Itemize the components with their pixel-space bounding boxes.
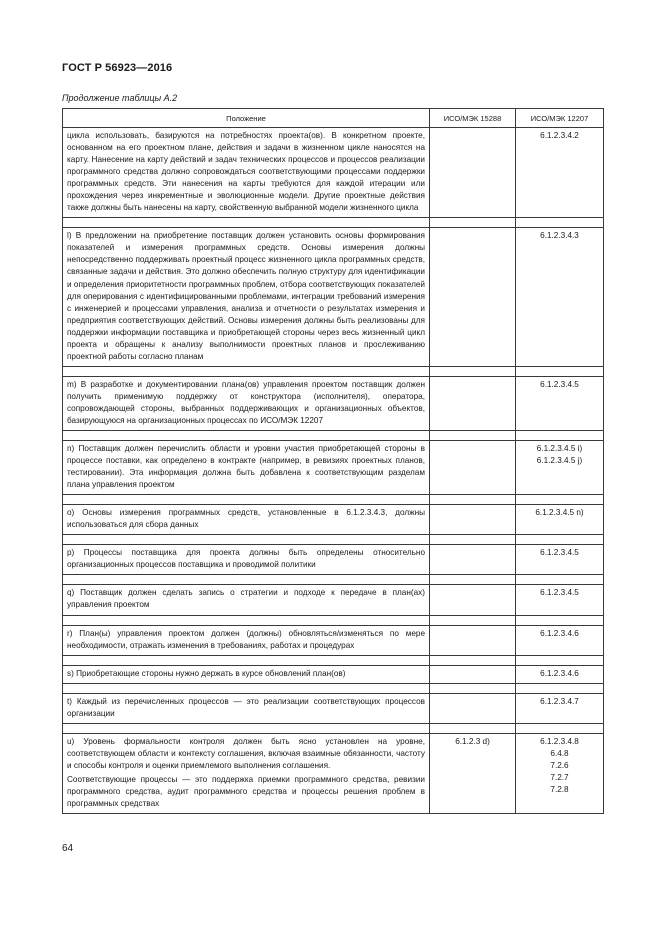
row-spacer xyxy=(63,218,604,228)
clause-reference: 6.1.2.3.4.5 i) xyxy=(536,444,583,454)
clause-reference: 6.1.2.3.4.6 xyxy=(540,668,579,678)
row-spacer xyxy=(63,655,604,665)
iso12207-cell xyxy=(516,733,604,813)
table-row xyxy=(63,441,604,495)
position-text: q) Поставщик должен сделать запись о стратегии и подходе к передаче в план(ах) управления проектом xyxy=(67,588,425,610)
spacer-cell xyxy=(516,655,604,665)
position-cell xyxy=(63,128,430,218)
spacer-cell xyxy=(516,495,604,505)
clause-reference: 6.4.8 xyxy=(550,748,569,758)
clause-reference: 6.1.2.3.4.6 xyxy=(540,628,579,638)
position-cell xyxy=(63,665,430,683)
table-row xyxy=(63,376,604,430)
row-spacer xyxy=(63,431,604,441)
spacer-cell xyxy=(430,366,516,376)
spacer-cell xyxy=(430,615,516,625)
spacer-cell xyxy=(430,495,516,505)
table-row xyxy=(63,585,604,615)
clause-reference: 6.1.2.3.4.5 xyxy=(540,548,579,558)
spacer-cell xyxy=(516,683,604,693)
row-spacer xyxy=(63,535,604,545)
spacer-cell xyxy=(430,218,516,228)
spacer-cell xyxy=(430,535,516,545)
iso12207-cell xyxy=(516,128,604,218)
row-spacer xyxy=(63,575,604,585)
comparison-table xyxy=(62,108,604,814)
position-cell xyxy=(63,228,430,367)
clause-reference: 6.1.2.3.4.8 xyxy=(540,736,579,746)
position-cell xyxy=(63,441,430,495)
clause-reference: 7.2.6 xyxy=(550,760,569,770)
table-row xyxy=(63,733,604,813)
position-cell xyxy=(63,625,430,655)
spacer-cell xyxy=(516,431,604,441)
position-text: цикла использовать, базируются на потребностях проекта(ов). В конкретном проекте, основанном на его проектном плане, действия и задачи в жизненном цикле наносятся на карту. Нанесение на карту действий и задач технических процессов и процессов реализации программного средства должно сопровождаться соответствующими процессами поддержки программных средств. Эти нанесения на карты требуются для каждой итерации или прохождения через инкрементные и эволюционные модели. Другие проектные действия также должны быть нанесены на карту, свойственную выбранной модели жизненного цикла xyxy=(67,131,425,213)
spacer-cell xyxy=(516,218,604,228)
clause-reference: 6.1.2.3.4.5 xyxy=(540,588,579,598)
clause-reference: 6.1.2.3.4.5 j) xyxy=(536,456,583,466)
spacer-cell xyxy=(63,218,430,228)
position-text: о) Основы измерения программных средств, установленные в 6.1.2.3.4.3, должны использоваться для сбора данных xyxy=(67,508,425,530)
spacer-cell xyxy=(63,431,430,441)
iso15288-cell xyxy=(430,505,516,535)
table-row xyxy=(63,625,604,655)
position-text: Соответствующие процессы — это поддержка приемки программного средства, ревизии программного средства, аудит программного средства и процессы решения проблем в программных средствах xyxy=(67,774,425,808)
table-row xyxy=(63,505,604,535)
position-text: t) Каждый из перечисленных процессов — это реализации соответствующих процессов организации xyxy=(67,696,425,718)
spacer-cell xyxy=(63,535,430,545)
row-spacer xyxy=(63,683,604,693)
clause-reference: 6.1.2.3 d) xyxy=(455,736,490,746)
position-text: u) Уровень формальности контроля должен быть ясно установлен на уровне, соответствующем области и контексту соглашения, включая взаимные обязанности, частоту и способы контроля и оценки приемлемого выполнения соглашения. xyxy=(67,736,425,770)
clause-reference: 6.1.2.3.4.5 n) xyxy=(535,508,584,518)
position-text: m) В разработке и документировании плана(ов) управления проектом поставщик должен получить применимую поддержку от конструктора (исполнителя), оператора, сопровождающей стороны, выбранных поддерживающих и организационных объектов, базирующуюся на организационных процессах по ИСО/МЭК 12207 xyxy=(67,379,425,425)
position-text: n) Поставщик должен перечислить области и уровни участия приобретающей стороны в процессе поставки, как определено в контракте (например, в ревизиях проектных планов, тестировании). Эта информация должна быть добавлена к соответствующим разделам плана управления проектом xyxy=(67,444,425,490)
spacer-cell xyxy=(430,655,516,665)
position-text: s) Приобретающие стороны нужно держать в курсе обновлений план(ов) xyxy=(67,668,346,678)
clause-reference: 6.1.2.3.4.5 xyxy=(540,379,579,389)
clause-reference: 6.1.2.3.4.2 xyxy=(540,131,579,140)
position-cell xyxy=(63,585,430,615)
table-header-row xyxy=(63,109,604,128)
position-cell xyxy=(63,733,430,813)
spacer-cell xyxy=(63,683,430,693)
document-header: ГОСТ Р 56923—2016 xyxy=(62,62,173,74)
position-cell xyxy=(63,693,430,723)
position-text: r) План(ы) управления проектом должен (должны) обновляться/изменяться по мере необходимости, отражать изменения в требованиях, работах и процедурах xyxy=(67,628,425,650)
iso15288-cell xyxy=(430,625,516,655)
row-spacer xyxy=(63,495,604,505)
spacer-cell xyxy=(63,575,430,585)
page-number: 64 xyxy=(62,843,74,854)
table-row xyxy=(63,545,604,575)
spacer-cell xyxy=(63,495,430,505)
row-spacer xyxy=(63,615,604,625)
row-spacer xyxy=(63,366,604,376)
position-text: l) В предложении на приобретение поставщик должен установить основы формирования показателей и измерения программных средств. Основы измерения должны непосредственно поддерживать проектный процесс жизненного цикла программных средств, связанные задачи и действия. Это должно обеспечить полную структуру для идентификации и определения приоритетности программных проблем, отбора соответствующих показателей для оперирования с идентифицированными проблемами, интеграции требований измерения с инженерией и процессами управления, анализа и отчетности о результатах измерения и предприятия соответствующих действий. Основы измерения должны быть реализованы для поддержки информации поставщика и приобретающей стороны через весь жизненный цикл проекта и обращены к анализу выполнимости проектных планов и прослеживанию проектной работы согласно планам xyxy=(67,231,425,361)
iso15288-cell xyxy=(430,585,516,615)
iso15288-cell xyxy=(430,376,516,430)
iso15288-cell xyxy=(430,228,516,367)
column-header-position: Положение xyxy=(63,109,430,128)
iso15288-cell xyxy=(430,545,516,575)
iso12207-cell xyxy=(516,376,604,430)
spacer-cell xyxy=(430,575,516,585)
iso15288-cell xyxy=(430,665,516,683)
iso12207-cell xyxy=(516,693,604,723)
spacer-cell xyxy=(516,366,604,376)
iso12207-cell xyxy=(516,585,604,615)
iso12207-cell xyxy=(516,441,604,495)
spacer-cell xyxy=(430,723,516,733)
spacer-cell xyxy=(516,615,604,625)
table-body xyxy=(63,128,604,814)
spacer-cell xyxy=(430,683,516,693)
spacer-cell xyxy=(516,575,604,585)
position-text: p) Процессы поставщика для проекта должны быть определены относительно организационных процессов поставщика и проводимой политики xyxy=(67,548,425,570)
spacer-cell xyxy=(516,723,604,733)
iso12207-cell xyxy=(516,228,604,367)
spacer-cell xyxy=(516,535,604,545)
spacer-cell xyxy=(63,723,430,733)
spacer-cell xyxy=(430,431,516,441)
iso15288-cell xyxy=(430,128,516,218)
position-cell xyxy=(63,376,430,430)
iso15288-cell xyxy=(430,693,516,723)
table-caption: Продолжение таблицы А.2 xyxy=(62,93,178,103)
iso15288-cell xyxy=(430,441,516,495)
position-cell xyxy=(63,545,430,575)
iso12207-cell xyxy=(516,665,604,683)
clause-reference: 6.1.2.3.4.3 xyxy=(540,231,579,241)
row-spacer xyxy=(63,723,604,733)
iso12207-cell xyxy=(516,505,604,535)
clause-reference: 7.2.7 xyxy=(550,772,569,782)
table-row xyxy=(63,693,604,723)
table-row xyxy=(63,228,604,367)
spacer-cell xyxy=(63,655,430,665)
iso12207-cell xyxy=(516,545,604,575)
column-header-iso15288: ИСО/МЭК 15288 xyxy=(430,109,516,128)
position-cell xyxy=(63,505,430,535)
table-row xyxy=(63,665,604,683)
spacer-cell xyxy=(63,615,430,625)
spacer-cell xyxy=(63,366,430,376)
clause-reference: 7.2.8 xyxy=(550,784,569,794)
iso15288-cell xyxy=(430,733,516,813)
clause-reference: 6.1.2.3.4.7 xyxy=(540,696,579,706)
table-row xyxy=(63,128,604,218)
column-header-iso12207: ИСО/МЭК 12207 xyxy=(516,109,604,128)
iso12207-cell xyxy=(516,625,604,655)
